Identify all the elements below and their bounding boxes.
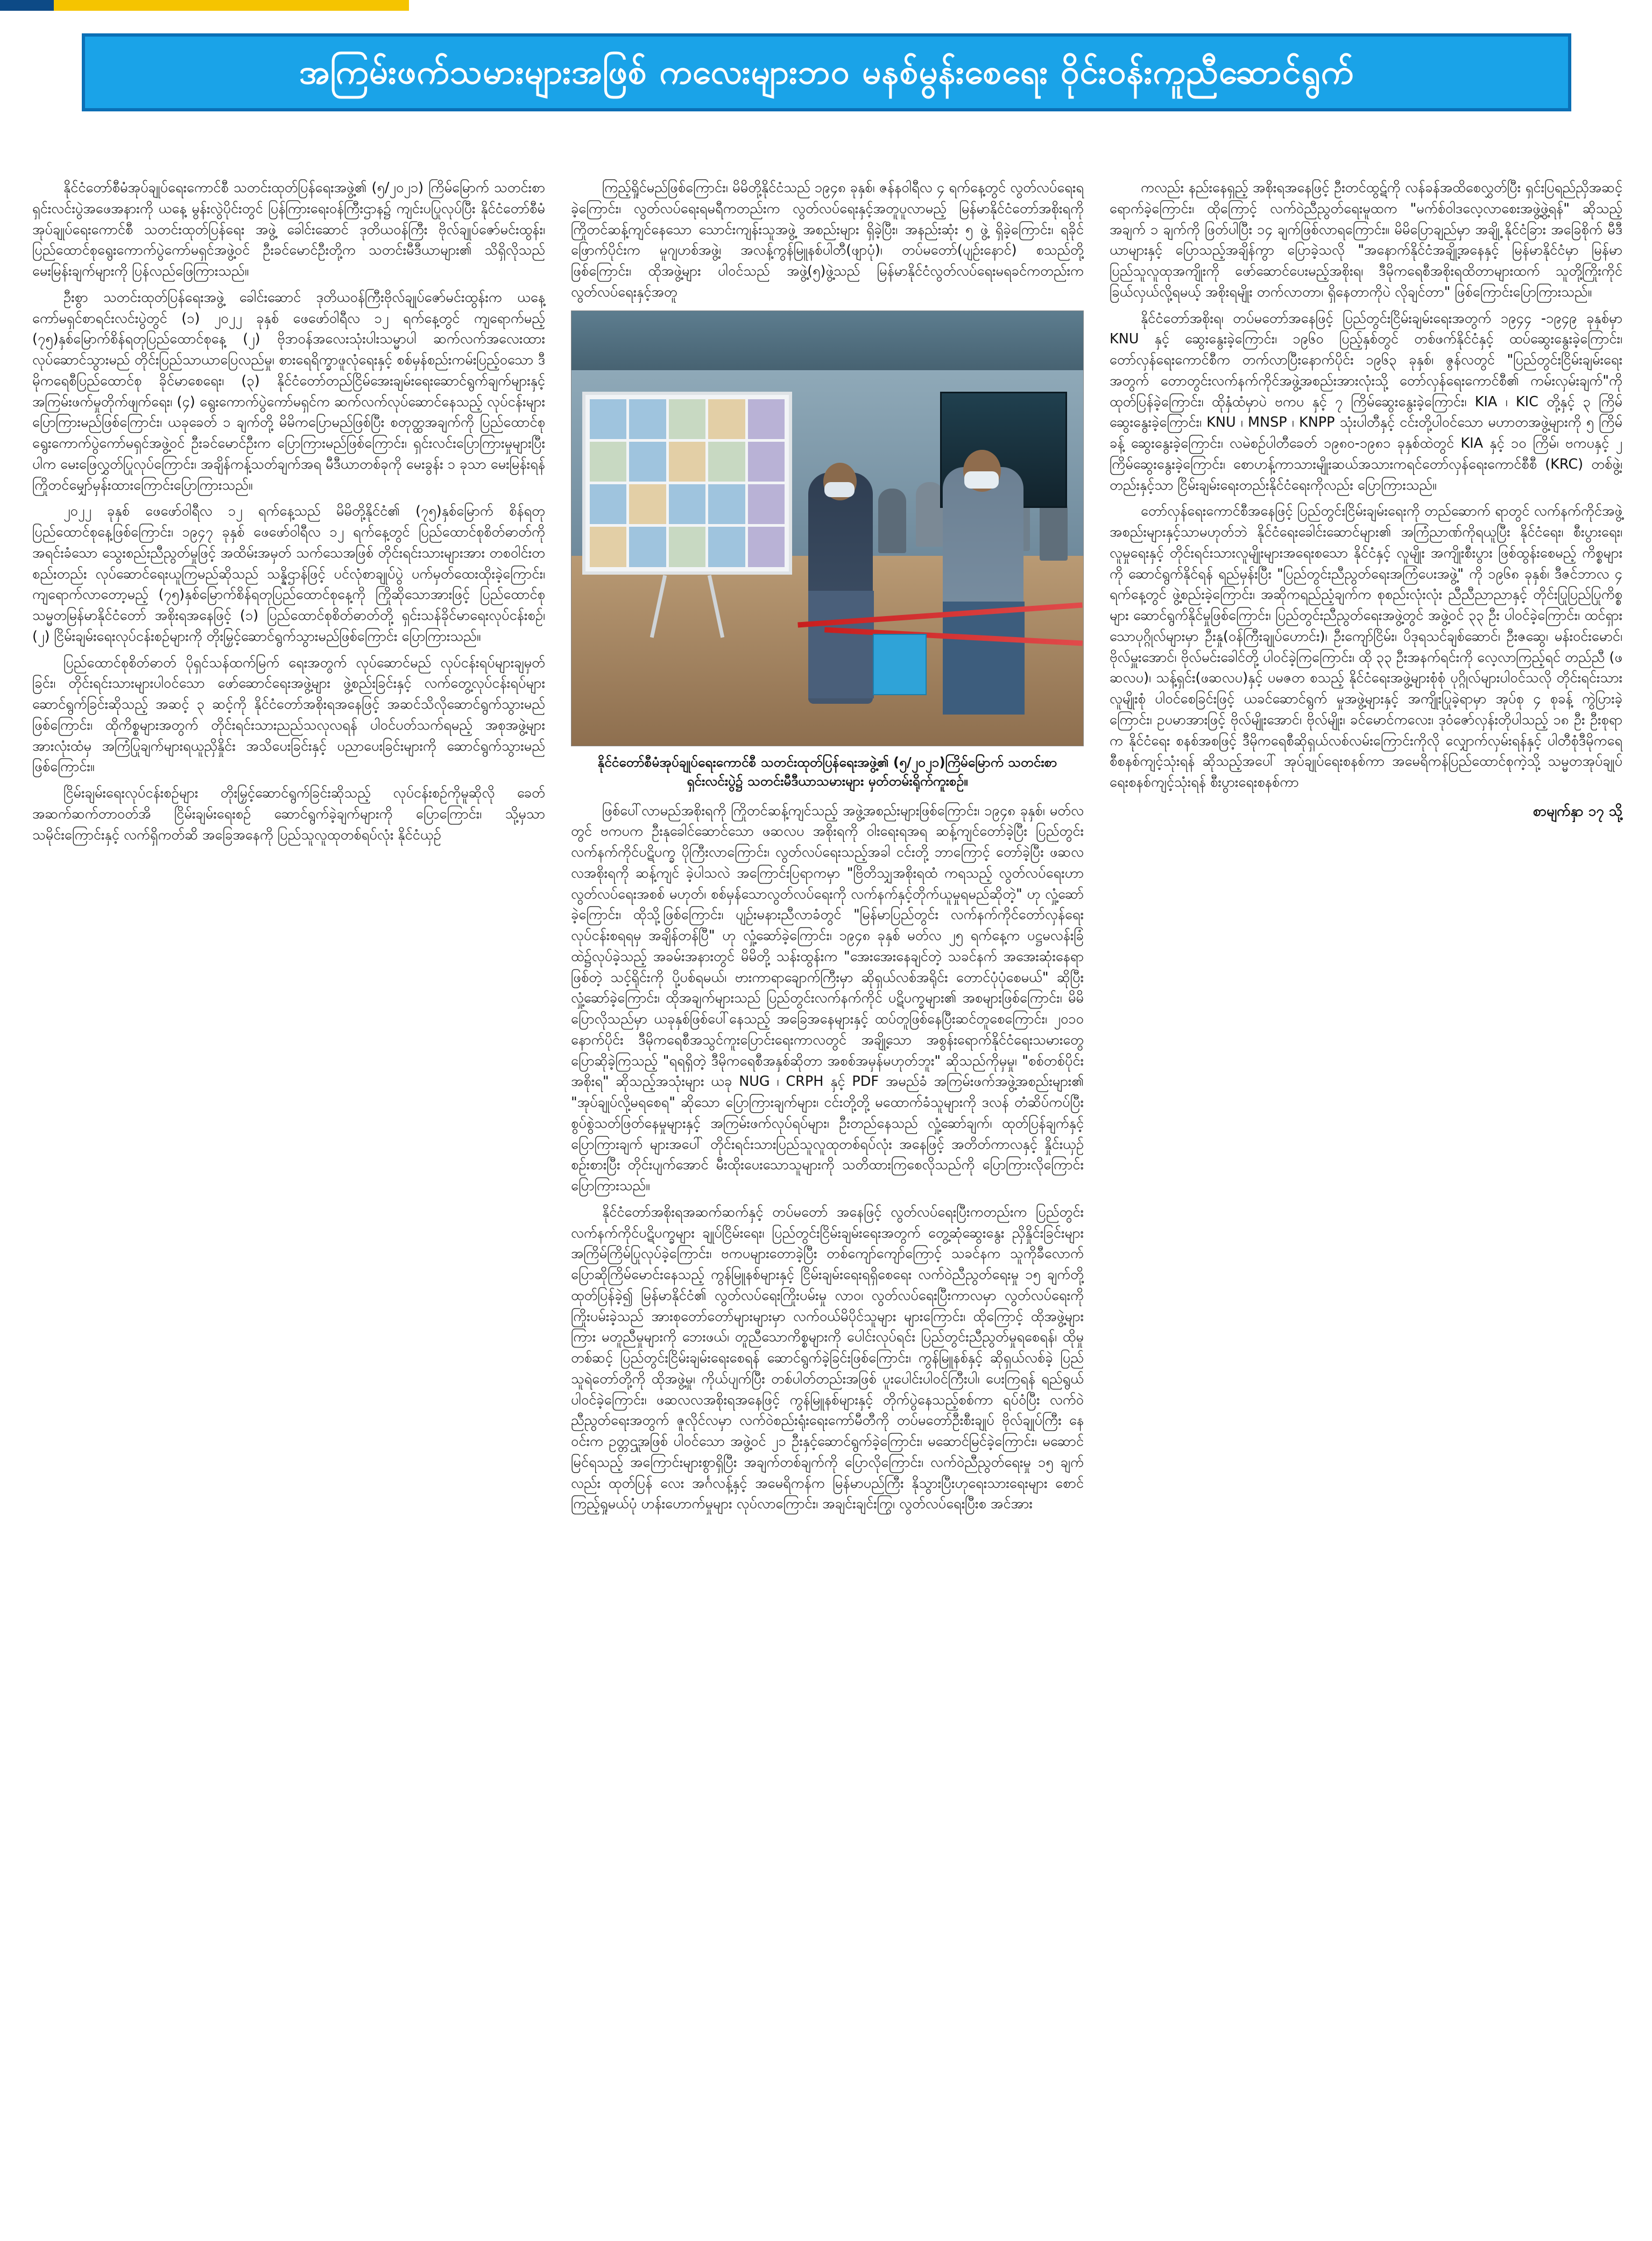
column-center — [571, 178, 1084, 1520]
photo-journalist-right-longyi — [943, 602, 1025, 715]
paragraph: တော်လှန်ရေးကောင်စီအနေဖြင့် ပြည်တွင်းငြိမ်းချမ်းရေးကို တည်ဆောက် ရာတွင် လက်နက်ကိုင်အဖွဲ့အစည်းများနှင့်သာမဟုတ်ဘဲ နိုင်ငံရေးခေါင်းဆောင်များ၏ အကြံညာဏ်ကိုရယူပြီး နိုင်ငံရေး၊ စီးပွားရေး၊ လူမှုရေးနှင့် တိုင်းရင်းသားလူမျိုးများအရေးစသော နိုင်ငံနှင့် လူမျိုး အကျိုးစီးပွား ဖြစ်ထွန်းစေမည့် ကိစ္စများကို ဆောင်ရွက်နိုင်ရန် ရည်မှန်းပြီး "ပြည်တွင်းညီညွတ်ရေးအကြံပေးအဖွဲ့" ကို ၁၉၆၈ ခုနှစ်၊ ဒီဇင်ဘာလ ၄ ရက်နေ့တွင် ဖွဲ့စည်းခဲ့ကြောင်း၊ အဆိုကရည်ညံ့ချက်က စုစည်းလုံးလုံး ညီညီညာညာနှင့် တိုင်းပြုပြည်ပြုကိစ္စများ ဆောင်ရွက်နိုင်မှုဖြစ်ကြောင်း၊ ပြည်တွင်းညီညွတ်ရေးအဖွဲ့တွင် အဖွဲ့ဝင် ၃၃ ဦး ပါဝင်ခဲ့ကြောင်း၊ ထင်ရှားသောပုဂ္ဂိုလ်များမှာ ဦးနှု(ဝန်ကြီးချုပ်ဟောင်း)၊ ဦးကျော်ငြိမ်း၊ ပိဒုရသင်ချစ်ဆောင်၊ ဦးဇဆွေ၊ မန်းဝင်းမောင်၊ ဗိုလ်မှူးအောင်၊ ဗိုလ်မင်းခေါင်တို့ ပါဝင်ခဲ့ကြကြောင်း၊ ထို ၃၃ ဦးအနက်ရင်းကို လေ့လာကြည့်ရင် တည်ညီ (ဖဆလပ)၊ သန့်ရှင်း(ဖဆလပ)နှင့် ပမဇတ စသည့် နိုင်ငံရေးအဖွဲ့များစုံစုံ ပုဂ္ဂိုလ်များပါဝင်သလို တိုင်းရင်းသားလူမျိုးစုံ ပါဝင်စေခြင်းဖြင့် ယခင်ဆောင်ရွက် မှုအဖွဲ့များနှင့် အကျိုးပြုခဲ့ရာမှာ အုပ်စု ၄ စုခန့် ကွဲပြားခဲ့ကြောင်း၊ ဥပမာအားဖြင့် ဗိုလ်မျိုးအောင်၊ ဗိုလ်မျိုး၊ ခင်မောင်ကလေး၊ ဒုဝံဇော်လှန်းတိုပါသည့် ၁၈ ဦး ဦးစုရာက နိုင်ငံရေး စနစ်အစဖြင့် ဒီမိုကရေစီဆိုရှယ်လစ်လမ်းကြောင်းကိုလို လျှောက်လှမ်းရန်နှင့် ပါတီစုံဒီမိုကရေစီစနစ်ကျင့်သုံးရန် ဆိုသည့်အပေါ် အုပ်ချုပ်ရေးစနစ်ကာ အမေရိကန်ပြည်ထောင်စုကဲ့သို့ သမ္မတအုပ်ချုပ်ရေးစနစ်ကျင့်သုံးရန် စီးပွားရေးစနစ်ကာ — [1110, 503, 1622, 790]
paragraph: နိုင်ငံတော်စီမံအုပ်ချုပ်ရေးကောင်စီ သတင်းထုတ်ပြန်ရေးအဖွဲ့၏ (၅/၂၀၂၁) ကြိမ်မြောက် သတင်းစာရှင်းလင်းပွဲအဖေအနားကို ယနေ့ မွန်းလွဲပိုင်းတွင် ပြန်ကြားရေးဝန်ကြီးဌာန၌ ကျင်းပပြုလုပ်ပြီး နိုင်ငံတော်စီမံအုပ်ချုပ်ရေးကောင်စီ သတင်းထုတ်ပြန်ရေး အဖွဲ့ ခေါင်းဆောင် ဒုတိယဝန်ကြီး ဗိုလ်ချုပ်ဇော်မင်းထွန်း၊ ပြည်ထောင်စုရွေးကောက်ပွဲကော်မရှင်အဖွဲ့ဝင် ဦးခင်မောင်ဦးတို့က သတင်းမီဒီယာများ၏ သိရှိလိုသည် မေးမြန်းချက်များကို ပြန်လည်ဖြေကြားသည်။ — [32, 180, 545, 279]
paragraph: ပြည်ထောင်စုစိတ်ဓာတ် ပိုရှင်သန်ထက်မြက် ရေးအတွက် လုပ်ဆောင်မည် လုပ်ငန်းရပ်များချမှတ်ခြင်း၊ တိုင်းရင်းသားများပါဝင်သော ဖော်ဆောင်ရေးအဖွဲ့များ ဖွဲ့စည်းခြင်းနှင့် လက်တွေ့လုပ်ငန်းရပ်များဆောင်ရွက်ခြင်းဆိုသည့် အဆင့် ၃ ဆင့်ကို နိုင်ငံတော်အစိုးရအနေဖြင့် အဆင်သိလိုဆောင်ရွက်သွားမည်ဖြစ်ကြောင်း၊ ထိုကိစ္စများအတွက် တိုင်းရင်းသားညည်သလုလရန် ပါဝင်ပတ်သက်ရမည့် အစုအဖွဲ့များအားလုံးထံမှ အကြံပြုချက်များရယူညှိနှိုင်း အသိပေးခြင်းနှင့် ပညာပေးခြင်းများကို ဆောင်ရွက်သွားမည်ဖြစ်ကြောင်း။ — [32, 654, 545, 775]
page-title: အကြမ်းဖက်သမားများအဖြစ် ကလေးများဘဝ မနစ်မွန်းစေရေး ဝိုင်းဝန်းကူညီဆောင်ရွက် — [299, 52, 1354, 92]
paragraph: နိုင်ငံတော်အစိုးရအဆက်ဆက်နှင့် တပ်မတော် အနေဖြင့် လွတ်လပ်ရေးပြီးကတည်းက ပြည်တွင်းလက်နက်ကိုင်ပဋိပက္ခများ ချုပ်ငြိမ်းရေး၊ ပြည်တွင်းငြိမ်းချမ်းရေးအတွက် တွေ့ဆုံဆွေးနွေး ညှိနှိုင်းခြင်းများ အကြိမ်ကြိမ်ပြုလုပ်ခဲ့ကြောင်း၊ ဗကပများတောခဲ့ပြီး တစ်ကျော်ကျော်ကြောင့် သခင်နက သူကိုခီလောက်ပြောဆိုကြိမ်မောင်းနေသည့် ကွန်မြူနစ်များနှင့် ငြိမ်းချမ်းရေးရရှိစေရေး လက်ဝဲညီညွတ်ရေးမှု ၁၅ ချက်တို့ ထုတ်ပြန်ခဲ့၍ မြန်မာနိုင်ငံ၏ လွတ်လပ်ရေးကြိုးပမ်းမှု လာဝ၊ လွတ်လပ်ရေးပြီးကာလမှာ လွတ်လပ်ရေးကိုကြိုးပမ်းခဲ့သည် အားစုတော်တော်များများမှာ လက်ဝယ်မိပိုင်သူများ များကြောင်း၊ ထိုကြောင့် ထိုအဖွဲ့များကြား မတူညီမှုများကို ဘေးဖယ်၊ တူညီသောကိစ္စများကို ပေါင်းလုပ်ရင်း ပြည်တွင်းညီညွတ်မှုရစေရန်၊ ထိုမှုတစ်ဆင့် ပြည်တွင်းငြိမ်းချမ်းရေးစေရန် ဆောင်ရွက်ခဲ့ခြင်းဖြစ်ကြောင်း၊ ကွန်မြူနစ်နှင့် ဆိုရှယ်လစ်ခဲ့ ပြည်သူရဲတော်တို့ကို ထိုအဖွဲ့မှု၊ ကိုယ်ပျက်ပြီး တစ်ပါတ်တည်းအဖြစ် ပူးပေါင်းပါဝင်ကြီးပါ၊ ပေးကြရန် ရည်ရွယ်ပါဝင်ခဲ့ကြောင်း၊ ဖဆလလအစိုးရအနေဖြင့် ကွန်မြူနစ်များနှင့် တိုက်ပွဲနေသည့်စစ်ကာ ရပ်ဝံပြီး လက်ဝဲညီညွတ်ရေးအတွက် ဇူလိုင်လမှာ လက်ဝဲစည်းရုံးရေးကော်မီတီကို တပ်မတော်ဦးစီးချုပ် ဗိုလ်ချုပ်ကြီး နေဝင်းက ဥတ္တဌူအဖြစ် ပါဝင်သော အဖွဲ့ဝင် ၂၁ ဦးနှင့်ဆောင်ရွက်ခဲ့ကြောင်း၊ မဆောင်မြင်ခဲ့ကြောင်း၊ မဆောင်မြင်ရသည့် အကြောင်းများစွာရှိပြီး အချက်တစ်ချက်ကို ပြောလိုကြောင်း၊ လက်ဝဲညီညွတ်ရေးမှု ၁၅ ချက်လည်း ထုတ်ပြန် လေး အင်္ဂလန့်နှင့် အမေရိကန်က မြန်မာပည်ကြီး နိုသွားပြီးဟုရေးသားရေးများ စောင်ကြည့်ရှုမယ်ပုံ ဟန်းဟောက်မှုများ လုပ်လာကြောင်း၊ အချင်းချင်းကြွ၊ လွတ်လပ်ရေးပြီးစ အင်အား — [571, 1204, 1084, 1512]
article-photo-block — [571, 310, 1084, 791]
column-left — [32, 178, 545, 1520]
paragraph: ငြိမ်းချမ်းရေးလုပ်ငန်းစဉ်များ တိုးမြှင့်ဆောင်ရွက်ခြင်းဆိုသည့် လုပ်ငန်းစဉ်ကိုမူဆိုလို ခေတ်အဆက်ဆက်တာဝတ်အိ ငြိမ်းချမ်းရေးစဉ် ဆောင်ရွက်ခဲ့ချက်များကို ပြောကြောင်း၊ သို့မှသာ သမိုင်းကြောင်းနှင့် လက်ရှိကတ်ဆိ အခြေအနေကို ပြည်သူလူထုတစ်ရပ်လုံး နိုင်ငံယှဉ် — [32, 785, 545, 843]
press-conference-photo — [571, 310, 1084, 746]
face-mask-icon — [964, 471, 999, 489]
paragraph: ကြည့်ရှိုင်မည်ဖြစ်ကြောင်း၊ မိမိတို့နိုင်ငံသည် ၁၉၄၈ ခုနှစ်၊ ဇန်နဝါရီလ ၄ ရက်နေ့တွင် လွတ်လပ်ရေးရခဲ့ကြောင်း၊ လွတ်လပ်ရေးရမရီကတည်းက လွတ်လပ်ရေးနှင့်အတူပူလာမည့် မြန်မာနိုင်ငံတော်အစိုးရကို ကြိုတင်ဆန့်ကျင်နေသော သောင်းကျန်းသူအဖွဲ့ အစည်းများ ရှိခဲ့ပြီး၊ အနည်းဆုံး ၅ ဖွဲ့ ရှိခဲ့ကြောင်း၊ ရခိုင်ဖြောက်ပိုင်းက မူဂျဟစ်အဖွဲ့၊ အလန့်ကွန်မြူနစ်ပါတီ(ဖျာပုံ)၊ တပ်မတော်(ပျဉ်းနောင်) စသည်တို့ဖြစ်ကြောင်း၊ ထိုအဖွဲ့များ ပါဝင်သည် အဖွဲ့(၅)ဖွဲ့သည် မြန်မာနိုင်ငံလွတ်လပ်ရေးမရခင်ကတည်းက လွတ်လပ်ရေးနှင့်အတူ — [571, 180, 1084, 300]
photo-journalist-left-longyi — [808, 591, 874, 698]
continuation-note: စာမျက်နှာ ၁၇ သို့ — [1533, 803, 1622, 819]
paragraph: ကလည်း နည်းနေရှည့် အစိုးရအနေဖြင့် ဦးတင်ထွဋ်ကို လန်ခန်အထိစေလွှတ်ပြီး ရှင်းပြရည်ညှိအဆင့်ရောက်ခဲ့ကြောင်း၊ ထိုကြောင့် လက်ဝဲညီညွတ်ရေးမူထက "မက်စ်ဝါဒလေ့လာစေးအဖွဲ့ဖွဲ့ရန်" ဆိုသည့် အချက် ၁ ချက်ကို ဖြတ်ပါပြီး ၁၄ ချက်ဖြစ်လာရကြောင်း။ မိမိပြောချည်မှာ အချို့ နိုင်ငံခြား အခြေစိုက် မီဒီယာများနှင့် ပြောသည့်အချိန်ကွာ ပြောခဲ့သလို "အနောက်နိုင်ငံအချို့အနေနှင့် မြန်မာနိုင်ငံမှာ မြန်မာပြည်သူလူထုအကျိုးကို ဖော်ဆောင်ပေးမည့်အစိုးရ၊ ဒီမိုကရေစီအစိုးရထိတာများထက် သူတို့ကြိုးကိုင်ခြယ်လှယ်လို့ရမယ့် အစိုးရမျိုး တက်လာတာ၊ ရှိနေတာကိုပဲ လိုချင်တာ" ဖြစ်ကြောင်းပြောကြားသည်။ — [1110, 180, 1622, 300]
headline-banner — [82, 33, 1571, 111]
paragraph: ဦးစွာ သတင်းထုတ်ပြန်ရေးအဖွဲ့ ခေါင်းဆောင် ဒုတိယဝန်ကြီးဗိုလ်ချုပ်ဇော်မင်းထွန်းက ယနေ့ကော်မရှင်စာရင်းလင်းပွဲတွင် (၁) ၂၀၂၂ ခုနှစ် ဖေဖော်ဝါရီလ ၁၂ ရက်နေ့တွင် ကျရောက်မည့် (၇၅)နှစ်မြောက်စိန်ရတုပြည်ထောင်စုနေ့ (၂) ဗိုဒာဝန်အလေးသုံးပါးသမ္မာပါ ဆက်လက်အလေးထား လုပ်ဆောင်သွားမည် တိုင်းပြည်သာယာပြေလည်မှု၊ စားရေရိက္ခာဖူလုံရေးနှင့် စစ်မှန်စည်းကမ်းပြည့်ဝသော ဒီမိုကရေစီပြည်ထောင်စု ခိုင်မာစေရေး၊ (၃) နိုင်ငံတော်တည်ငြိမ်အေးချမ်းရေးဆောင်ရွက်ချက်များနှင့် အကြမ်းဖက်မှုတိုက်ဖျက်ရေး၊ (၄) ရွေးကောက်ပွဲကော်မရှင်က ဆက်လက်လုပ်ဆောင်နေသည့် လုပ်ငန်းများပြောကြားမည်ဖြစ်ကြောင်း၊ ယခုခေတ် ၁ ချက်တို့ မိမိကပြောမည်ဖြစ်ပြီး စတုတ္ထအချက်ကို ပြည်ထောင်စုရွေးကောက်ပွဲကော်မရှင်အဖွဲ့ဝင် ဦးခင်မောင်ဦးက ပြောကြားမည်ဖြစ်ကြောင်း၊ ရှင်းလင်းပြောကြားမှုများပြီးပါက မေးဖြေလွှတ်ပြုလုပ်ကြောင်း၊ အချိန်ကန့်သတ်ချက်အရ မီဒီယာတစ်ခုကို မေးခွန်း ၁ ခုသာ မေးမြန်းရန်ကြိုတင်မျှော်မှန်းထားကြောင်းပြောကြားသည်။ — [32, 289, 546, 493]
strip-segment-yellow — [54, 0, 409, 11]
photo-tote-bag — [873, 634, 927, 695]
strip-segment-white — [409, 0, 1652, 11]
paragraph: နိုင်ငံတော်အစိုးရ၊ တပ်မတော်အနေဖြင့် ပြည်တွင်းငြိမ်းချမ်းရေးအတွက် ၁၉၄၄ -၁၉၄၉ ခုနှစ်မှာ KNU နှင့် ဆွေးနွေးခဲ့ကြောင်း၊ ၁၉၆၀ ပြည့်နှစ်တွင် တစ်ဖက်နိုင်ငံနှင့် ထပ်ဆွေးနွေးခဲ့ကြောင်း၊ တော်လှန်ရေးကောင်စီက တက်လာပြီးနောက်ပိုင်း ၁၉၆၃ ခုနှစ်၊ ဇွန်လတွင် "ပြည်တွင်းငြိမ်းချမ်းရေးအတွက် တောတွင်းလက်နက်ကိုင်အဖွဲ့အစည်းအားလုံးသို့ တော်လှန်ရေးကောင်စီ၏ ကမ်းလှမ်းချက်"ကို ထုတ်ပြန်ခဲ့ကြောင်း၊ ထိုနှံထံမှာပဲ ဗကပ နှင့် ၇ ကြိမ်ဆွေးနွေးခဲ့ကြောင်း၊ KIA ၊ KIC တို့နှင့် ၃ ကြိမ် ဆွေးနွေးခဲ့ကြောင်း၊ KNU ၊ MNSP ၊ KNPP သုံးပါတီနှင့် ငင်းတို့ပါဝင်သော မဟာတအဖွဲ့များကို ၅ ကြိမ်ခန့် ဆွေးနွေးခဲ့ကြောင်း၊ လမဲစဉ်ပါတီခေတ် ၁၉၈၀-၁၉၈၁ ခုနှစ်ထဲတွင် KIA နှင့် ၁၀ ကြိမ်၊ ဗကပနှင့် ၂ ကြိမ်ဆွေးနွေးခဲ့ကြောင်း၊ စောဟန့်ကာသားမျိုးဆယ်အသားကရင်တော်လှန်ရေးကောင်စီစီ (KRC) တစ်ဖွဲ့၊ တည်းနှင့်သာ ငြိမ်းချမ်းရေးတည်းနိုင်ငံရေးကိုလည်း ပြောကြားသည်။ — [1110, 310, 1622, 493]
photo-board-stand — [652, 574, 722, 638]
photo-caption: နိုင်ငံတော်စီမံအုပ်ချုပ်ရေးကောင်စီ သတင်းထုတ်ပြန်ရေးအဖွဲ့၏ (၅/၂၀၂၁)ကြိမ်မြောက် သတင်းစာ ရှင်းလင်းပွဲ၌ သတင်းမီဒီယာသမားများ မှတ်တမ်းရိုက်ကူးစဉ်။ — [597, 754, 1057, 789]
top-color-strip — [0, 0, 1652, 11]
article-columns — [32, 178, 1622, 1520]
paragraph: ဖြစ်ပေါ်လာမည်အစိုးရကို ကြိုတင်ဆန့်ကျင်သည့် အဖွဲ့အစည်းများဖြစ်ကြောင်း၊ ၁၉၄၈ ခုနှစ်၊ မတ်လ တွင် ဗကပက ဦးနုခေါင်ဆောင်သော ဖဆလပ အစိုးရကို ဝါးရေးရအရ ဆန့်ကျင်တော်ခဲ့ပြီး ပြည်တွင်းလက်နက်ကိုင်ပဋိပက္ခ ပိုကြီးလာကြောင်း၊ လွတ်လပ်ရေးသည့်အခါ ငင်းတို့ ဘာကြောင့် တော်ခဲ့ပြီး ဖဆလလအစိုးရကို ဆန့်ကျင် ခဲ့ပါသလဲ အကြောင်းပြရာကမှာ "ဗြိတိသျှအစိုးရထံ ကရသည့် လွတ်လပ်ရေးဟာ လွတ်လပ်ရေးအစစ် မဟုတ်၊ စစ်မှန်သောလွတ်လပ်ရေးကို လက်နက်နှင့်တိုက်ယူမှုရမည်ဆိုတဲ့" ဟု လှုံ့ဆော်ခဲ့ကြောင်း၊ ထိုသို့ဖြစ်ကြောင်း၊ ပျဉ်းမနားညီလာခံတွင် "မြန်မာပြည်တွင်း လက်နက်ကိုင်တော်လှန်ရေး လုပ်ငန်းစရရမှ အချိန်တန်ပြီ" ဟု လှုံ့ဆော်ခဲ့ကြောင်း၊ ၁၉၄၈ ခုနှစ် မတ်လ ၂၅ ရက်နေ့က ပဋ္ဌမလန်းခြံထဲ၌လုပ်ခဲ့သည့် အခမ်းအနားတွင် မိမိတို့ သန်းထွန်းက "အေးအေးနေချင်တဲ့ သခင်နက် အအေးဆုံးနေရာဖြစ်တဲ့ သင့်ရိုင်းကို ပို့ပစ်ရမယ်၊ ဗားကာရာချောက်ကြီးမှာ ဆိုရှယ်လစ်အရိုင်း တောင်ပုံပုံစေမယ်" ဆိုပြီး လှုံ့ဆော်ခဲ့ကြောင်း၊ ထိုအချက်များသည် ပြည်တွင်းလက်နက်ကိုင် ပဋိပက္ခများ၏ အစများဖြစ်ကြောင်း၊ မိမိပြောလိုသည်မှာ ယခုနှစ်ဖြစ်ပေါ်နေသည့် အခြေအနေများနှင့် ထပ်တူဖြစ်နေပြီးဆင်တူစေကြောင်း၊ ၂၀၁၀ နောက်ပိုင်း ဒီမိုကရေစီအသွင်ကူးပြောင်းရေးကာလတွင် အချို့သော အစွန်းရောက်နိုင်ငံရေးသမားတွေ ပြောဆိုခဲ့ကြသည့် "ရရရှိတဲ့ ဒီမိုကရေစီအနှစ်ဆိုတာ အစစ်အမှန်မဟုတ်ဘူး" ဆိုသည်ကိုမှမှု၊ "စစ်တစ်ပိုင်းအစိုးရ" ဆိုသည့်အသုံးများ ယခု NUG ၊ CRPH နှင့် PDF အမည်ခံ အကြမ်းဖက်အဖွဲ့အစည်းများ၏ "အုပ်ချုပ်လို့မရစေရ" ဆိုသော ပြောကြားချက်များ၊ ငင်းတို့တို့ မထောက်ခံသူများကို ဒလန် တံဆိပ်ကပ်ပြီး စွပ်စွဲသတ်ဖြတ်နေမှုများနှင့် အကြမ်းဖက်လုပ်ရပ်များ၊ ဦးတည်နေသည် လှုံ့ဆော်ချက်၊ ထုတ်ပြန်ချက်နှင့် ပြောကြားချက် များအပေါ် တိုင်းရင်းသားပြည်သူလူထုတစ်ရပ်လုံး အနေဖြင့် အတိတ်ကာလနှင့် နှိုင်းယှဉ်စဉ်းစားပြီး တိုင်းပျက်အောင် မီးထိုးပေးသောသူများကို သတိထားကြစေလိုသည်ကို ပြောကြားလိုကြောင်း ပြောကြားသည်။ — [571, 802, 1084, 1194]
strip-segment-dark — [0, 0, 54, 11]
photo-display-board — [582, 392, 792, 575]
column-right — [1110, 178, 1622, 1520]
paragraph: ၂၀၂၂ ခုနှစ် ဖေဖော်ဝါရီလ ၁၂ ရက်နေ့သည် မိမိတို့နိုင်ငံ၏ (၇၅)နှစ်မြောက် စိန်ရတုပြည်ထောင်စုနေ့ဖြစ်ကြောင်း၊ ၁၉၄၇ ခုနှစ် ဖေဖော်ဝါရီလ ၁၂ ရက်နေ့တွင် ပြည်ထောင်စုစိတ်ဓာတ်ကိုအရင်းခံသော သွေးစည်းညီညွတ်မှုဖြင့် အထိမ်းအမှတ် သက်သေအဖြစ် တိုင်းရင်းသားများအား တစဝါင်းတစည်းတည်း လုပ်ဆောင်ရေးယူကြမည်ဆိုသည် သန္နိဌာန်ဖြင့် ပင်လုံစာချုပ်ပွဲ ပက်မှတ်ထေးထိုးခဲ့ကြောင်း၊ ကျရောက်လာတော့မည့် (၇၅)နှစ်မြောက်စိန်ရတုပြည်ထောင်စုနေ့ကို ကြိုဆိုသောအားဖြင့် ပြည်ထောင်စုသမ္မတမြန်မာနိုင်ငံတော် အစိုးရအနေဖြင့် (၁) ပြည်ထောင်စုစိတ်ဓာတ်တို့ ရှင်းသန်ခိုင်မာရေးလုပ်ငန်းစဉ်၊ (၂) ငြိမ်းချမ်းရေးလုပ်ငန်းစဉ်များကို တိုးမြှင့်ဆောင်ရွက်သွားမည်ဖြစ်ကြောင်း ပြောကြားသည်။ — [32, 503, 545, 645]
face-mask-icon — [824, 482, 855, 497]
photo-ceiling — [571, 311, 1083, 376]
